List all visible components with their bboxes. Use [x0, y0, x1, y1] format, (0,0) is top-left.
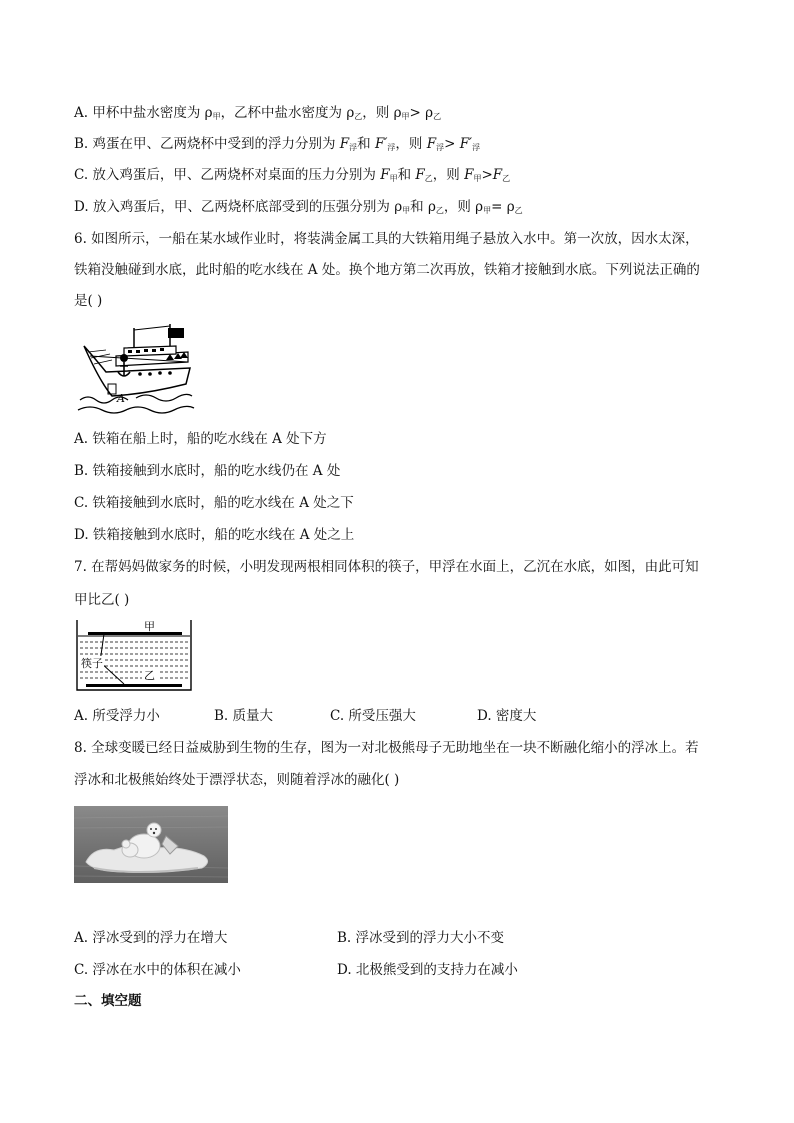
label-jia: 甲 — [144, 620, 155, 633]
text: 和 ρ — [410, 199, 436, 215]
text: ，则 — [395, 136, 427, 152]
q8-option-c: C. 浮冰在水中的体积在减小 — [74, 962, 241, 978]
q5-option-a — [74, 103, 441, 127]
q6-option-a: A. 铁箱在船上时，船的吃水线在 A 处下方 — [74, 431, 327, 447]
subscript: 乙 — [435, 206, 444, 215]
q5-option-b — [74, 134, 480, 158]
subscript: 甲 — [483, 206, 492, 215]
symbol: F — [492, 167, 503, 183]
ship-figure — [76, 322, 196, 418]
label-chopsticks: 筷子 — [81, 657, 103, 670]
subscript: 浮 — [472, 143, 481, 152]
subscript: 乙 — [514, 206, 523, 215]
q6-option-c: C. 铁箱接触到水底时，船的吃水线在 A 处之下 — [74, 495, 354, 511]
q5-option-d — [74, 197, 523, 221]
symbol: F — [464, 167, 474, 183]
q8-option-b: B. 浮冰受到的浮力大小不变 — [337, 930, 505, 946]
q7-option-c: C. 所受压强大 — [330, 708, 416, 724]
q6-stem-line2: 铁箱没触碰到水底，此时船的吃水线在 A 处。换个地方第二次再放，铁箱才接触到水底。下列说法正确的 — [74, 262, 700, 278]
section-heading-fill-in: 二、填空题 — [74, 993, 142, 1009]
subscript: 乙 — [433, 112, 442, 121]
text: = ρ — [491, 199, 515, 215]
q6-stem-line3: 是( ) — [74, 293, 103, 309]
chopsticks-figure — [74, 618, 194, 694]
text: ，则 ρ — [443, 199, 484, 215]
q8-stem-line2: 浮冰和北极熊始终处于漂浮状态，则随着浮冰的融化( ) — [74, 772, 400, 788]
q6-option-b: B. 铁箱接触到水底时，船的吃水线仍在 A 处 — [74, 463, 341, 479]
text: > — [481, 167, 493, 183]
subscript: 浮 — [349, 143, 358, 152]
subscript: 乙 — [502, 174, 511, 183]
symbol: F — [339, 136, 350, 152]
text: > — [444, 136, 460, 152]
subscript: 浮 — [387, 143, 396, 152]
text: 和 — [397, 167, 416, 183]
subscript: 甲 — [401, 112, 410, 121]
q7-stem-line2: 甲比乙( ) — [74, 592, 130, 608]
q8-stem-line1: 8. 全球变暖已经日益威胁到生物的生存，图为一对北极熊母子无助地坐在一块不断融化缩小的浮冰上。若 — [74, 740, 699, 756]
text: C. 放入鸡蛋后，甲、乙两烧杯对桌面的压力分别为 — [74, 167, 381, 183]
text: D. 放入鸡蛋后，甲、乙两烧杯底部受到的压强分别为 ρ — [74, 199, 403, 215]
subscript: 乙 — [354, 112, 363, 121]
text: A. 甲杯中盐水密度为 ρ — [74, 105, 213, 121]
polar-bear-photo — [74, 806, 228, 883]
q8-option-a: A. 浮冰受到的浮力在增大 — [74, 930, 228, 946]
text: 和 — [357, 136, 375, 152]
label-yi: 乙 — [144, 669, 155, 682]
subscript: 甲 — [212, 112, 221, 121]
q7-option-b: B. 质量大 — [214, 708, 274, 724]
q5-option-c — [74, 165, 510, 189]
q6-stem-line1: 6. 如图所示，一船在某水域作业时，将装满金属工具的大铁箱用绳子悬放入水中。第一次放，因水太深， — [74, 231, 699, 247]
subscript: 甲 — [402, 206, 411, 215]
q6-option-d: D. 铁箱接触到水底时，船的吃水线在 A 处之上 — [74, 527, 355, 543]
q7-option-d: D. 密度大 — [477, 708, 537, 724]
text: ，则 — [432, 167, 465, 183]
text: ，乙杯中盐水密度为 ρ — [220, 105, 355, 121]
symbol: F — [380, 167, 390, 183]
symbol: F — [426, 136, 437, 152]
q7-stem-line1: 7. 在帮妈妈做家务的时候，小明发现两根相同体积的筷子，甲浮在水面上，乙沉在水底，如图，由此可知 — [74, 559, 699, 575]
text: > ρ — [409, 105, 434, 121]
subscript: 乙 — [424, 174, 433, 183]
subscript: 甲 — [389, 174, 398, 183]
text: B. 鸡蛋在甲、乙两烧杯中受到的浮力分别为 — [74, 136, 340, 152]
symbol: F′ — [374, 136, 388, 152]
q8-option-d: D. 北极熊受到的支持力在减小 — [337, 962, 518, 978]
waterline-label-a: A — [117, 392, 125, 405]
text: ，则 ρ — [362, 105, 402, 121]
symbol: F′ — [459, 136, 473, 152]
subscript: 甲 — [473, 174, 482, 183]
symbol: F — [415, 167, 425, 183]
subscript: 浮 — [436, 143, 445, 152]
q7-option-a: A. 所受浮力小 — [74, 708, 160, 724]
